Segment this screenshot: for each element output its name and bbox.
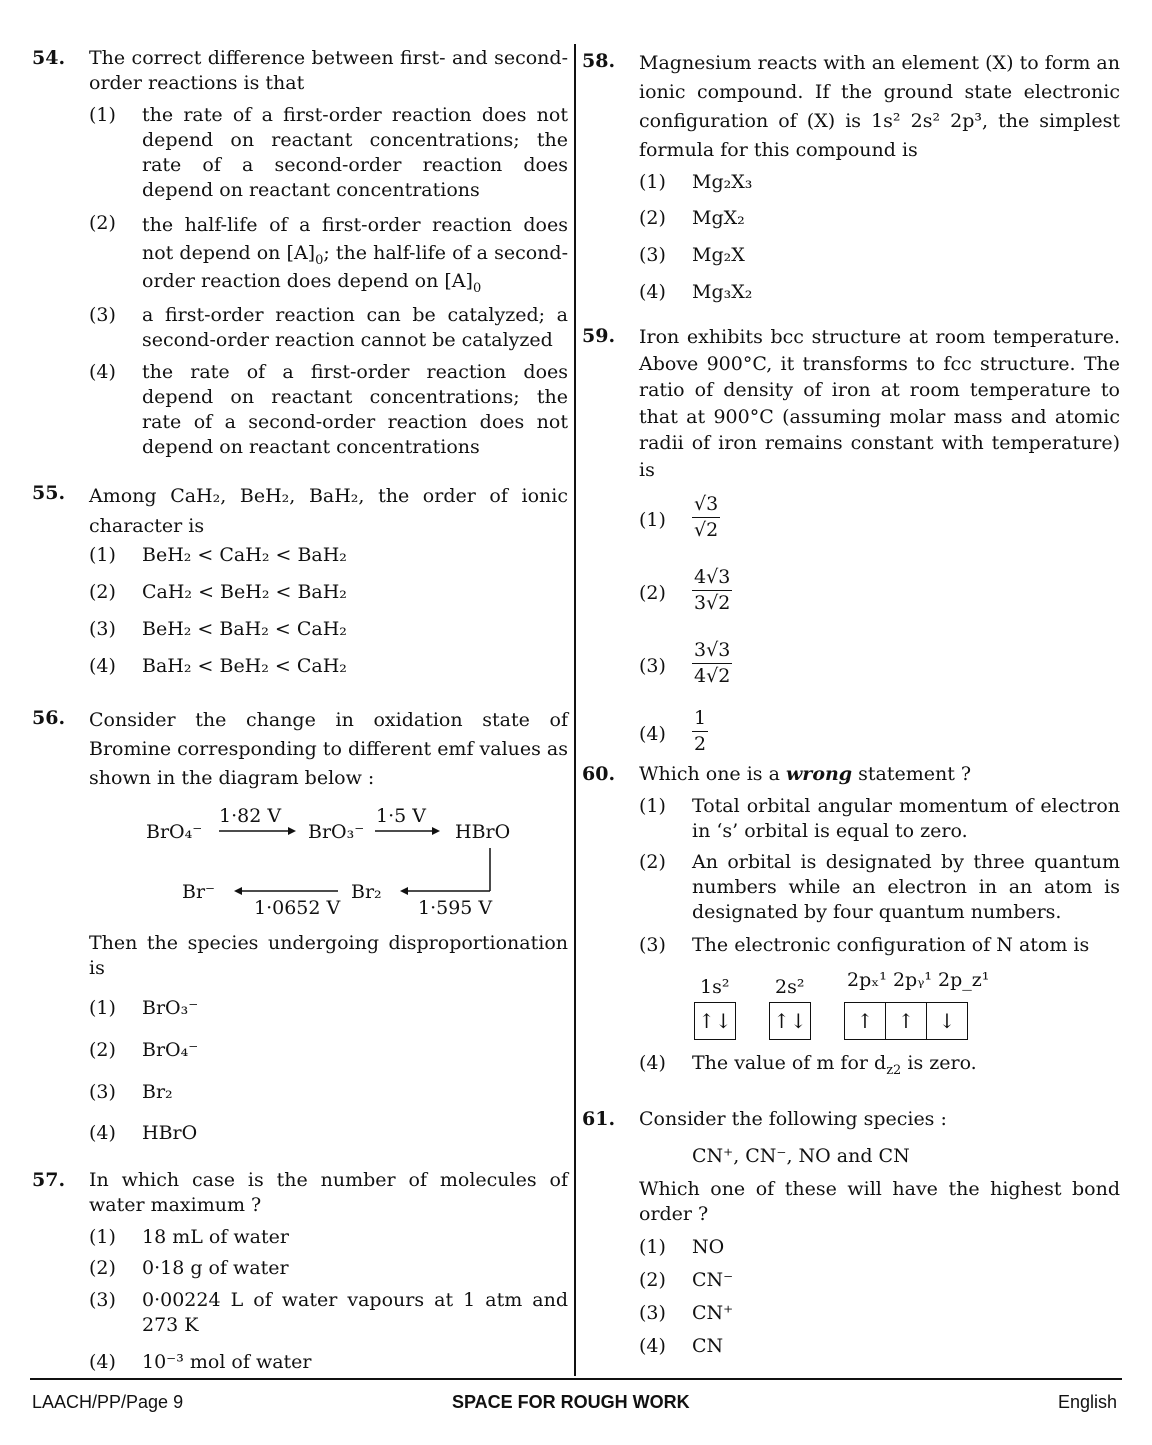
option-57-2[interactable]	[89, 1256, 568, 1281]
question-number: 54.	[32, 47, 66, 69]
option-number: (2)	[89, 581, 116, 603]
language-label: English	[1058, 1392, 1118, 1412]
option-number: (1)	[89, 1226, 116, 1248]
question-61	[582, 1107, 1120, 1132]
option-61-2[interactable]	[639, 1268, 1120, 1293]
option-58-3[interactable]	[639, 243, 1120, 268]
option-number: (2)	[89, 1039, 116, 1061]
question-text: Consider the following species :	[639, 1108, 947, 1130]
option-text: Mg₂X₃	[692, 171, 753, 193]
option-number: (4)	[639, 1335, 666, 1357]
orbital-label-2p: 2pₓ¹ 2pᵧ¹ 2p_z¹	[847, 969, 990, 991]
option-text: BrO₄⁻	[142, 1039, 199, 1061]
option-text: The electronic configuration of N atom is	[692, 934, 1090, 956]
species-hbro: HBrO	[455, 821, 511, 843]
option-59-2[interactable]	[639, 565, 1120, 616]
column-divider	[574, 44, 576, 1376]
option-text: The value of m for $d_{z2}$ is zero.	[692, 1052, 977, 1078]
fraction: $\frac{√3}{√2}$	[694, 493, 719, 541]
question-text: Magnesium reacts with an element (X) to form an ionic compound. If the ground state electronic configuration of (X) is 1s² 2s² 2p³, the simplest formula for this compound is	[639, 52, 1120, 161]
option-60-1[interactable]	[639, 794, 1120, 844]
option-54-3[interactable]	[89, 303, 568, 353]
question-number: 59.	[582, 325, 616, 347]
option-text: BaH₂ < BeH₂ < CaH₂	[142, 655, 347, 677]
option-number: (3)	[639, 1302, 666, 1324]
species-br: Br⁻	[182, 881, 216, 903]
option-number: (3)	[89, 618, 116, 640]
option-text: CN⁻	[692, 1269, 734, 1291]
option-55-1[interactable]	[89, 543, 568, 568]
option-text: Total orbital angular momentum of electron in ‘s’ orbital is equal to zero.	[692, 795, 1120, 842]
fraction: $\frac{1}{2}$	[694, 707, 707, 755]
option-58-2[interactable]	[639, 206, 1120, 231]
emf-diagram	[146, 800, 526, 925]
option-number: (1)	[639, 509, 666, 531]
question-58	[582, 49, 1120, 165]
option-61-3[interactable]	[639, 1301, 1120, 1326]
question-text: In which case is the number of molecules of water maximum ?	[89, 1169, 568, 1216]
question-61-text2: Which one of these will have the highest bond order ?	[639, 1178, 1120, 1225]
option-text: BrO₃⁻	[142, 997, 199, 1019]
option-54-4[interactable]	[89, 360, 568, 460]
option-text: 18 mL of water	[142, 1226, 289, 1248]
option-number: (1)	[89, 997, 116, 1019]
option-number: (4)	[89, 1351, 116, 1373]
option-text: HBrO	[142, 1122, 198, 1144]
option-61-1[interactable]	[639, 1235, 1120, 1260]
option-number: (3)	[89, 304, 116, 326]
option-55-4[interactable]	[89, 654, 568, 679]
question-57	[32, 1168, 568, 1218]
option-59-1[interactable]	[639, 492, 1120, 543]
option-text: 0·18 g of water	[142, 1257, 289, 1279]
question-54	[32, 46, 568, 96]
species-bro3: BrO₃⁻	[308, 821, 365, 843]
option-number: (4)	[89, 361, 116, 383]
option-number: (1)	[89, 104, 116, 126]
option-number: (2)	[639, 851, 666, 873]
question-number: 55.	[32, 482, 66, 504]
option-number: (2)	[639, 207, 666, 229]
option-number: (4)	[639, 1052, 666, 1074]
option-61-4[interactable]	[639, 1334, 1120, 1359]
option-55-2[interactable]	[89, 580, 568, 605]
question-text: Among CaH₂, BeH₂, BaH₂, the order of ionic character is	[89, 485, 568, 537]
option-56-1[interactable]	[89, 996, 568, 1021]
option-54-1[interactable]	[89, 103, 568, 203]
option-54-2[interactable]	[89, 211, 568, 295]
option-57-1[interactable]	[89, 1225, 568, 1250]
option-59-4[interactable]	[639, 706, 1120, 757]
emf-label: 1·0652 V	[254, 897, 341, 919]
option-text: MgX₂	[692, 207, 745, 229]
footer-rule	[30, 1378, 1122, 1380]
option-58-1[interactable]	[639, 170, 1120, 195]
question-text: Iron exhibits bcc structure at room temperature. Above 900°C, it transforms to fcc structure. The ratio of density of iron at room temperature to that at 900°C (assuming molar mass and atomic radii of iron remains constant with temperature) is	[639, 326, 1120, 481]
option-number: (3)	[639, 934, 666, 956]
orbital-box-2p: ↑ ↑ ↓	[844, 1002, 968, 1040]
question-number: 61.	[582, 1108, 616, 1130]
option-number: (4)	[639, 723, 666, 745]
option-55-3[interactable]	[89, 617, 568, 642]
option-number: (3)	[639, 244, 666, 266]
option-number: (2)	[89, 212, 116, 234]
orbital-label-2s: 2s²	[775, 976, 805, 998]
fraction: $\frac{4√3}{3√2}$	[694, 566, 731, 614]
option-number: (2)	[639, 1269, 666, 1291]
species-list: CN⁺, CN⁻, NO and CN	[692, 1145, 910, 1167]
emf-label: 1·5 V	[376, 805, 426, 827]
option-text: the half-life of a first-order reaction does not depend on $[A]_0$; the half-life of a second-order reaction does depend on $[A]_0$	[142, 214, 568, 296]
option-text: Br₂	[142, 1081, 173, 1103]
option-number: (3)	[639, 655, 666, 677]
question-number: 58.	[582, 50, 616, 72]
orbital-label-1s: 1s²	[700, 976, 730, 998]
option-text: An orbital is designated by three quantum numbers while an electron in an atom is designated by four quantum numbers.	[692, 851, 1120, 923]
option-56-3[interactable]	[89, 1080, 568, 1105]
option-number: (1)	[639, 171, 666, 193]
question-number: 56.	[32, 707, 66, 729]
question-60	[582, 762, 1120, 787]
option-number: (4)	[639, 281, 666, 303]
question-number: 57.	[32, 1169, 66, 1191]
option-text: Mg₂X	[692, 244, 745, 266]
option-number: (3)	[89, 1289, 116, 1311]
option-text: 0·00224 L of water vapours at 1 atm and 273 K	[142, 1289, 568, 1336]
option-number: (2)	[639, 582, 666, 604]
emf-label: 1·82 V	[219, 805, 282, 827]
option-text: CN⁺	[692, 1302, 734, 1324]
option-57-4[interactable]	[89, 1350, 568, 1375]
option-60-3[interactable]	[639, 933, 1120, 958]
page-id: LAACH/PP/Page 9	[32, 1392, 184, 1412]
option-number: (1)	[89, 544, 116, 566]
question-55	[32, 481, 568, 541]
option-text: CaH₂ < BeH₂ < BaH₂	[142, 581, 347, 603]
option-60-2[interactable]	[639, 850, 1120, 925]
rough-work-label: SPACE FOR ROUGH WORK	[452, 1392, 690, 1412]
option-59-3[interactable]	[639, 638, 1120, 689]
option-number: (4)	[89, 655, 116, 677]
emf-label: 1·595 V	[418, 897, 493, 919]
option-text: the rate of a first-order reaction does depend on reactant concentrations; the rate of a second-order reaction does not depend on reactant concentrations	[142, 361, 568, 458]
question-number: 60.	[582, 763, 616, 785]
option-text: BeH₂ < BaH₂ < CaH₂	[142, 618, 347, 640]
species-bro4: BrO₄⁻	[146, 821, 203, 843]
option-text: BeH₂ < CaH₂ < BaH₂	[142, 544, 347, 566]
question-text: Consider the change in oxidation state of Bromine corresponding to different emf values as shown in the diagram below :	[89, 709, 569, 789]
option-57-3[interactable]	[89, 1288, 568, 1338]
option-60-4[interactable]	[639, 1051, 1120, 1076]
question-56-text2: Then the species undergoing disproportionation is	[89, 932, 568, 979]
orbital-box-2s: ↑↓	[769, 1002, 811, 1040]
option-text: 10⁻³ mol of water	[142, 1351, 312, 1373]
option-number: (2)	[89, 1257, 116, 1279]
option-58-4[interactable]	[639, 280, 1120, 305]
option-number: (4)	[89, 1122, 116, 1144]
option-number: (3)	[89, 1081, 116, 1103]
question-56	[32, 706, 568, 793]
option-text: a first-order reaction can be catalyzed; a second-order reaction cannot be catalyzed	[142, 304, 568, 351]
species-br2: Br₂	[351, 881, 382, 903]
question-text: Which one is a wrong statement ?	[639, 763, 972, 785]
option-56-4[interactable]	[89, 1121, 568, 1146]
orbital-box-1s: ↑↓	[694, 1002, 736, 1040]
option-text: Mg₃X₂	[692, 281, 753, 303]
question-59	[582, 324, 1120, 483]
option-text: CN	[692, 1335, 724, 1357]
fraction: $\frac{3√3}{4√2}$	[694, 639, 731, 687]
option-number: (1)	[639, 1236, 666, 1258]
question-text: The correct difference between first- and second-order reactions is that	[89, 47, 568, 94]
option-56-2[interactable]	[89, 1038, 568, 1063]
option-number: (1)	[639, 795, 666, 817]
option-text: NO	[692, 1236, 725, 1258]
option-text: the rate of a first-order reaction does not depend on reactant concentrations; the rate of a second-order reaction does depend on reactant concentrations	[142, 104, 568, 201]
